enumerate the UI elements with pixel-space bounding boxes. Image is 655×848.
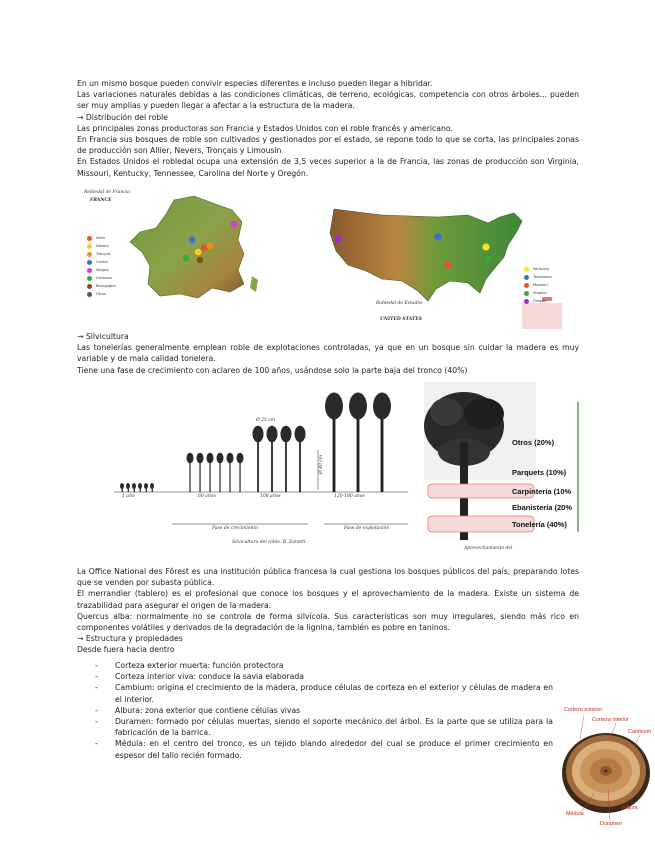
- legend-label: Tennessee: [533, 275, 552, 279]
- legend-item: [524, 265, 552, 273]
- growth-label-1: 1 año: [122, 494, 135, 499]
- legend-item: [87, 266, 116, 274]
- legend-item: [524, 289, 552, 297]
- list-item: - Duramen: formado por células muertas, siendo el soporte mecánico del árbol. Es la parte que se utiliza para la fabricación de la barrica.: [95, 717, 553, 738]
- growth-phases-figure: [112, 390, 412, 552]
- france-dot-limousin: [183, 255, 190, 262]
- growth-height-1: Ø 25 cm: [256, 418, 276, 423]
- seedling-tree: [126, 483, 130, 492]
- list-item: - Corteza interior viva: conduce la savia elaborada: [95, 672, 304, 682]
- france-dot-allier: [201, 245, 208, 252]
- legend-dot-icon: [524, 283, 529, 288]
- growth-label-4: 120-180 años: [334, 494, 365, 499]
- legend-item: [524, 273, 552, 281]
- wood-label-duramen: Duramen: [600, 821, 623, 827]
- legend-item: [87, 274, 116, 282]
- tree-100: [295, 426, 306, 492]
- list-item: - Médula: en el centro del tronco, es un tejido blando alrededor del cual se produce el primer crecimiento en espesor del tallo recién formado.: [95, 739, 553, 760]
- legend-label: Kentucky: [533, 267, 550, 271]
- france-dot-vosges: [231, 221, 238, 228]
- seedling-tree: [138, 483, 142, 492]
- growth-fase-2: Fase de explotación: [344, 526, 390, 531]
- tree-usage-figure: [424, 382, 580, 554]
- legend-dot-icon: [524, 291, 529, 296]
- france-dot-bourgogne: [197, 257, 204, 264]
- tree-100: [253, 426, 264, 492]
- distribucion-p3: En Estados Unidos el robledal ocupa una extensión de 3,5 veces superior a la de Francia, las zonas de producción son Virginia, Missouri, Kentucky, Tennessee, Carolina del Norte y Oregón.: [77, 157, 579, 178]
- seedling-tree: [150, 483, 154, 492]
- wood-label-corteza-exterior: Corteza exterior: [564, 707, 603, 713]
- legend-label: Centre: [96, 260, 109, 264]
- wood-label-albura: Albura: [622, 805, 638, 811]
- legend-label: Otros: [96, 292, 106, 296]
- seedling-tree: [132, 483, 136, 492]
- wood-cross-section-figure: [560, 703, 655, 831]
- legend-dot-icon: [524, 275, 529, 280]
- tree-100: [267, 426, 278, 492]
- legend-label: Tronçais: [96, 252, 111, 256]
- legend-item: [524, 281, 552, 289]
- usa-dot-missouri: [444, 261, 451, 268]
- office-p3: Quercus alba: normalmente no se controla de forma silvícola. Sus características son muy irregulares, siendo más rico en componentes volátiles y derivados de la degradación de la lignina, también es pobre en taninos.: [77, 611, 579, 633]
- list-item: - Albura: zona exterior que contiene células vivas: [95, 705, 301, 715]
- legend-item: [87, 258, 116, 266]
- legend-item: [87, 282, 116, 290]
- tree-label-toneleria: Tonelería (40%): [512, 520, 567, 529]
- tree-60: [197, 453, 204, 492]
- legend-item: [87, 242, 116, 250]
- growth-fase-1: Fase de crecimiento: [212, 526, 258, 531]
- legend-label: Virginia: [533, 291, 547, 295]
- legend-item: [524, 297, 552, 305]
- legend-dot-icon: [87, 276, 92, 281]
- intro-line-2: Las variaciones naturales debidas a las condiciones climáticas, de terreno, ecológicas, competencia con otros árboles... pueden ser muy amplias y pueden llegar a afectar a la estructura de la madera.: [77, 90, 579, 111]
- france-legend: [87, 234, 116, 298]
- usa-dot-oregon: [334, 235, 341, 242]
- usa-map-title: Robledal de Estados: [376, 301, 423, 306]
- estructura-heading: → Estructura y propiedades: [77, 634, 183, 644]
- usa-dot-virginia: [484, 255, 491, 262]
- wood-label-corteza-interior: Corteza interior: [592, 717, 629, 723]
- tree-60: [187, 453, 194, 492]
- tree-caption: Aprovechamiento del: [464, 546, 513, 551]
- tree-60: [207, 453, 214, 492]
- legend-label: Oregón: [533, 299, 547, 303]
- growth-height-2: Ø 40 cm: [319, 454, 325, 475]
- tree-120: [349, 393, 367, 493]
- growth-caption: Silvicultura del roble. B. Zanetti.: [232, 540, 307, 545]
- intro-block: [77, 78, 579, 179]
- distribucion-heading: → Distribución del roble: [77, 112, 169, 122]
- legend-label: Vosges: [96, 268, 109, 272]
- legend-dot-icon: [87, 292, 92, 297]
- legend-item: [87, 290, 116, 298]
- growth-label-2: 60 años: [198, 494, 216, 499]
- silvicultura-heading: → Silvicultura: [77, 332, 129, 341]
- legend-dot-icon: [87, 244, 92, 249]
- silvicultura-p2: Tiene una fase de crecimiento con aclareo de 100 años, usándose solo la parte baja del tronco (40%): [77, 365, 468, 375]
- distribucion-p2: En Francia sus bosques de roble son cultivados y gestionados por el estado, se repone todo lo que se corta, las principales zonas de producción son Allier, Nevers, Tronçais y Limousin: [77, 135, 579, 156]
- usa-map-figure: [318, 197, 580, 332]
- legend-item: [87, 250, 116, 258]
- seedling-tree: [120, 483, 124, 492]
- legend-dot-icon: [87, 236, 92, 241]
- tree-100: [281, 426, 292, 492]
- growth-label-3: 100 años: [260, 494, 281, 499]
- structure-list: [77, 660, 553, 761]
- france-dot-troncais: [207, 243, 214, 250]
- wood-label-medula: Médula: [566, 811, 584, 817]
- silvicultura-block: [77, 331, 579, 376]
- list-item: - Corteza exterior muerta: función protectora: [95, 661, 284, 670]
- tree-60: [217, 453, 224, 492]
- wood-label-cambium: Cambium: [628, 729, 652, 735]
- list-item: - Cambium: origina el crecimiento de la madera, produce células de corteza en el exterior y células de madera en el interior.: [95, 683, 553, 704]
- office-p2: El merrandier (tablero) es el profesional que conoce los bosques y el aprovechamiento de la madera. Existe un sistema de trazabilidad para asegurar el origen de la madera.: [77, 589, 579, 610]
- tree-label-ebanisteria: Ebanistería (20%: [512, 503, 573, 512]
- tree-label-carpinteria: Carpintería (10%: [512, 487, 572, 496]
- legend-dot-icon: [87, 252, 92, 257]
- legend-dot-icon: [87, 260, 92, 265]
- distribucion-p1: Las principales zonas productoras son Francia y Estados Unidos con el roble francés y americano.: [77, 123, 453, 133]
- legend-label: Limousin: [96, 276, 113, 280]
- usa-map-subtitle: UNITED STATES: [380, 317, 423, 322]
- silvicultura-p1: Las tonelerías generalmente emplean roble de explotaciones controladas, ya que en un bosque sin cuidar la madera es muy variable y de mala calidad tonelera.: [77, 343, 579, 364]
- legend-dot-icon: [87, 284, 92, 289]
- legend-dot-icon: [524, 267, 529, 272]
- legend-dot-icon: [524, 299, 529, 304]
- legend-item: [87, 234, 116, 242]
- tree-label-parquets: Parquets (10%): [512, 468, 567, 477]
- tree-120: [373, 393, 391, 493]
- tree-label-otros: Otros (20%): [512, 438, 555, 447]
- usa-dot-kentucky: [482, 243, 489, 250]
- intro-line-1: En un mismo bosque pueden convivir especies diferentes e incluso pueden llegar a hibridar.: [77, 79, 433, 88]
- usa-dot-tennessee: [434, 233, 441, 240]
- legend-dot-icon: [87, 268, 92, 273]
- tree-60: [227, 453, 234, 492]
- france-dot-nevers: [195, 249, 202, 256]
- legend-label: Allier: [96, 236, 106, 240]
- legend-label: Bourgogne: [96, 284, 116, 288]
- usa-legend: [524, 265, 552, 305]
- estructura-intro: Desde fuera hacia dentro: [77, 645, 175, 655]
- legend-label: Missouri: [533, 283, 548, 287]
- tree-120: [325, 393, 343, 493]
- france-dot-centre: [189, 237, 196, 244]
- office-block: [77, 566, 579, 656]
- legend-label: Nevers: [96, 244, 109, 248]
- france-map-figure: [82, 188, 272, 310]
- office-p1: La Office National des Fôrest es una institución pública francesa la cual gestiona los bosques públicos del país, preparando lotes que se venden por subasta pública.: [77, 567, 579, 588]
- france-map-subtitle: FRANCE: [90, 198, 112, 203]
- seedling-tree: [144, 483, 148, 492]
- tree-60: [237, 453, 244, 492]
- france-map-title: Robledal de Francia: [84, 190, 130, 195]
